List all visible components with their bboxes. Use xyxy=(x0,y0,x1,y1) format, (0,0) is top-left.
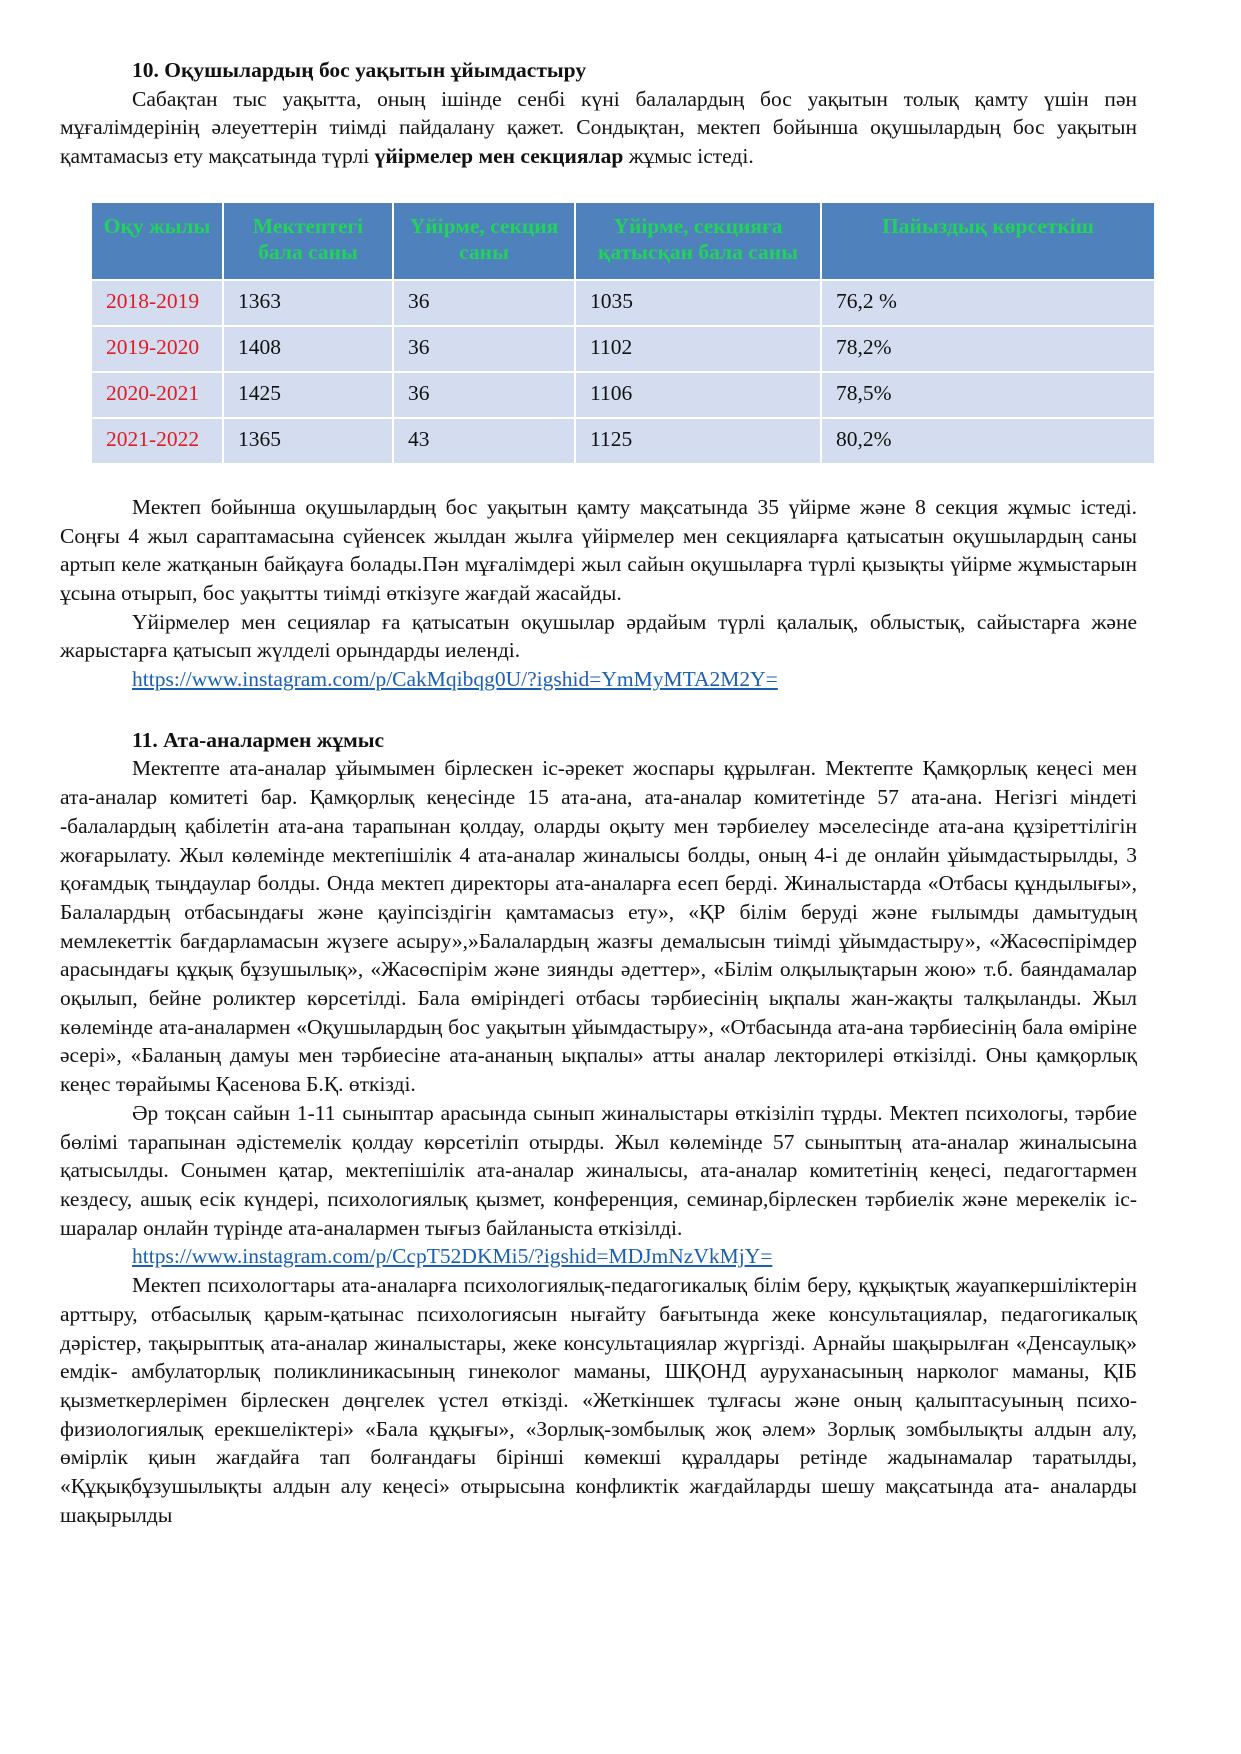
table-row xyxy=(91,280,1155,326)
intro-text-end: жұмыс істеді. xyxy=(623,144,754,169)
cell-participants: 1125 xyxy=(575,418,821,464)
header-participant-count: Үйірме, секцияға қатысқан бала саны xyxy=(575,202,821,280)
intro-bold-phrase: үйірмелер мен секциялар xyxy=(374,144,624,169)
intro-text-start: Сабақтан тыс уақытта, оның ішінде сенбі күні балалардың бос уақытын толық қамту үшін пән мұғалімдерінің әлеуеттерін тиімді пайдалану қажет. Сондықтан, мектеп бойынша оқушылардың бос уақытын қамтамасыз ету мақсатында түрлі xyxy=(60,86,1137,169)
cell-percent: 78,5% xyxy=(821,372,1155,418)
cell-clubs: 43 xyxy=(393,418,575,464)
cell-students: 1363 xyxy=(223,280,393,326)
cell-year: 2018-2019 xyxy=(91,280,223,326)
cell-clubs: 36 xyxy=(393,280,575,326)
table-row xyxy=(91,418,1155,464)
instagram-link-2[interactable]: https://www.instagram.com/p/CcpT52DKMi5/?igshid=MDJmNzVkMjY= xyxy=(132,1244,773,1269)
section-11-paragraph-1: Мектепте ата-аналар ұйымымен бірлескен іс-әрекет жоспары құрылған. Мектепте Қамқорлық кеңесі мен ата-аналар комитеті бар. Қамқорлық кеңесінде 15 ата-ана, ата-аналар комитетінде 57 ата-ана. Негізгі міндеті -балалардың қабілетін ата-ана тарапынан қолдау, оларды оқыту мен тәрбиелеу мәселесінде ата-ана құзіреттілігін жоғарылату. Жыл көлемінде мектепішілік 4 ата-аналар жиналысы болды, оның 4-і де онлайн ұйымдастырылды, 3 қоғамдық тыңдаулар болды. Онда мектеп директоры ата-аналарға есеп берді. Жиналыстарда «Отбасы құндылығы», Балалардың отбасындағы және қауіпсіздігін қамтамасыз ету», «ҚР білім беруді және ғылымды дамытудың мемлекеттік бағдарламасын жүзеге асыру»,»Балалардың жазғы демалысын тиімді ұйымдастыру», «Жасөспірімдер арасындағы құқық бұзушылық», «Жасөспірім және зиянды әдеттер», «Білім олқылықтарын жою» т.б. баяндамалар оқылып, бейне роликтер көрсетілді. Бала өміріндегі отбасы тәрбиесінің ықпалы жан-жақты талқыланды. Жыл көлемінде ата-аналармен «Оқушылардың бос уақытын ұйымдастыру», «Отбасында ата-ана тәрбиесінің бала өміріне әсері», «Баланың дамуы мен тәрбиесіне ата-ананың ықпалы» атты аналар лекторилері өткізілді. Оны қамқорлық кеңес төрайымы Қасенова Б.Қ. өткізді. xyxy=(60,756,1137,1097)
cell-clubs: 36 xyxy=(393,326,575,372)
section-10-intro xyxy=(60,85,1137,171)
section-11-heading: 11. Ата-аналармен жұмыс xyxy=(132,727,385,752)
section-10-paragraph-1: Мектеп бойынша оқушылардың бос уақытын қамту мақсатында 35 үйірме және 8 секция жұмыс істеді. Соңғы 4 жыл сараптамасына сүйенсек жылдан жылға үйірмелер мен секцияларға қатысатын оқушылардың саны артып келе жатқанын байқауға болады.Пән мұғалімдері жыл сайын оқушыларға түрлі қызықты үйірме жұмыстарын ұсына отырып, бос уақытты тиімді өткізуге жағдай жасайды. xyxy=(60,494,1137,605)
header-student-count: Мектептегі бала саны xyxy=(223,202,393,280)
cell-percent: 78,2% xyxy=(821,326,1155,372)
cell-year: 2019-2020 xyxy=(91,326,223,372)
cell-participants: 1035 xyxy=(575,280,821,326)
header-academic-year: Оқу жылы xyxy=(91,202,223,280)
cell-participants: 1102 xyxy=(575,326,821,372)
cell-year: 2021-2022 xyxy=(91,418,223,464)
instagram-link-1[interactable]: https://www.instagram.com/p/CakMqibqg0U/?igshid=YmMyMTA2M2Y= xyxy=(132,667,778,692)
clubs-statistics-table xyxy=(90,201,1156,465)
section-10-heading: 10. Оқушылардың бос уақытын ұйымдастыру xyxy=(132,58,587,82)
table-row xyxy=(91,372,1155,418)
table-row xyxy=(91,326,1155,372)
table-header-row xyxy=(91,202,1155,280)
section-10-paragraph-2: Үйірмелер мен сециялар ға қатысатын оқушылар әрдайым түрлі қалалық, облыстық, сайыстарға және жарыстарға қатысып жүлделі орындарды иеленді. xyxy=(60,609,1137,663)
document-page xyxy=(60,56,1137,1529)
section-11-paragraph-2: Әр тоқсан сайын 1-11 сыныптар арасында сынып жиналыстары өткізіліп тұрды. Мектеп психологы, тәрбие бөлімі тарапынан әдістемелік қолдау көрсетіліп отырды. Жыл көлемінде 57 сыныптың ата-аналар жиналысына қатысылды. Сонымен қатар, мектепішілік ата-аналар жиналысы, ата-аналар комитетінің кеңесі, педагогтармен кездесу, ашық есік күндері, психологиялық қызмет, конференция, семинар,бірлескен тәрбиелік және мерекелік іс-шаралар онлайн түрінде ата-аналармен тығыз байланыста өткізілді. xyxy=(60,1100,1137,1240)
section-11-paragraph-3: Мектеп психологтары ата-аналарға психологиялық-педагогикалық білім беру, құқықтық жауапкершіліктерін арттыру, отбасылық қарым-қатынас психологиясын нығайту бағытында жеке консультациялар, педагогикалық дәрістер, тақырыптық ата-аналар жиналыстары, жеке консультациялар жүргізді. Арнайы шақырылған «Денсаулық» емдік- амбулаторлық поликлиникасының гинеколог маманы, ШҚОНД ауруханасының нарколог маманы, ҚІБ қызметкерлерімен бірлескен дөңгелек үстел өткізді. «Жеткіншек тұлғасы және оның қалыптасуының психо-физиологиялық ерекшеліктері» «Бала құқығы», «Зорлық-зомбылық жоқ әлем» Зорлық зомбылықты алдын алу, өмірлік қиын жағдайға тап болғандағы бірінші көмекші құралдары ретінде жадынамалар таратылды, «Құқықбұзушылықты алдын алу кеңесі» отырысына конфликтік жағдайларды шешу мақсатында ата- аналарды шақырылды xyxy=(60,1273,1137,1527)
header-percentage: Пайыздық көрсеткіш xyxy=(821,202,1155,280)
header-club-count: Үйірме, секция саны xyxy=(393,202,575,280)
cell-students: 1365 xyxy=(223,418,393,464)
cell-participants: 1106 xyxy=(575,372,821,418)
cell-percent: 76,2 % xyxy=(821,280,1155,326)
cell-students: 1425 xyxy=(223,372,393,418)
cell-percent: 80,2% xyxy=(821,418,1155,464)
cell-year: 2020-2021 xyxy=(91,372,223,418)
cell-clubs: 36 xyxy=(393,372,575,418)
cell-students: 1408 xyxy=(223,326,393,372)
